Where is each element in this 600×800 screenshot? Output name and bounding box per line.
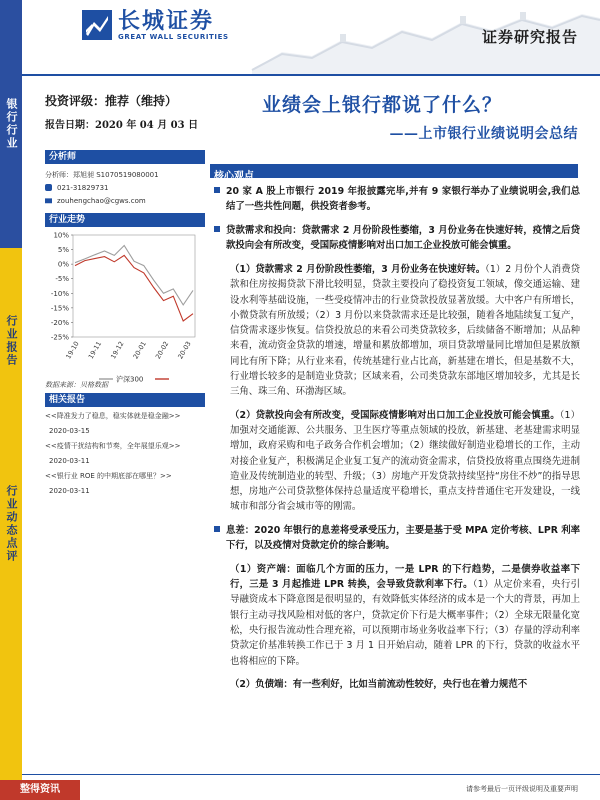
related-report-date: 2020-03-11 [49,457,90,465]
x-tick-label: 20-02 [153,340,171,361]
x-tick-label: 19-10 [64,340,81,361]
page-header [22,0,600,76]
key-point [214,523,580,553]
report-date: 报告日期：2020 年 04 月 03 日 [45,120,199,131]
logo-english-name: GREAT WALL SECURITIES [118,33,229,41]
detail-paragraph [230,408,580,515]
x-tick-label: 19-12 [109,340,126,361]
chart-data-source: 数据来源：贝格数据 [45,381,108,389]
header-divider [22,74,600,76]
footer-divider [22,774,600,775]
left-category-strip [0,0,22,800]
related-report-link[interactable]: <<降准发力了稳息，稳实体就是稳金融>> [45,412,181,420]
industry-trend-chart [45,229,205,389]
series-line [75,255,193,321]
analyst-email[interactable]: zouhengchao@cgws.com [57,196,146,205]
detail-paragraph [230,262,580,400]
y-tick-label: 5% [57,246,69,255]
analyst-name-line [45,168,205,181]
related-report-date: 2020-03-11 [49,487,90,495]
logo-chinese-name: 长城证券 [118,8,215,34]
email-icon [45,197,52,204]
square-bullet-icon [214,187,220,193]
detail-text: （1）2 月份个人消费贷款和住房按揭贷款下滑比较明显，贷款主要投向了稳投资复工领域，像交通运输、建设水利等基础设施，一些受疫情冲击的行业贷款投放显著放缓。大中客户有所增长，小微贷款有所放缓；（2）3 月份以来贷款需求还是比较强，随着各地陆续复工复产，信贷需求逐步恢复。信贷投放总的来看公司类贷款较多，后续储备不断增加；从品种来看，流动资金贷款的增速，增量和累放都增加，项目贷款增量同比增加但是累放额同比有所下降；从行业来看，传统基建行业占比高，新基建在增长，但是基数不大，行业增长较多的是制造业贷款；区域来看，公司类贷款东部地区增加较多，尤其是长三角、珠三角、环渤海区域。 [230,264,580,398]
square-bullet-icon [214,526,220,532]
investment-rating: 投资评级：推荐（维持） [45,94,178,108]
y-tick-label: -20% [50,318,69,327]
key-point-text: 息差：2020 年银行的息差将受承受压力，主要是基于受 MPA 定价考核、LPR 利率下行，以及疫情对贷款定价的综合影响。 [226,524,580,551]
report-body [214,184,580,700]
analyst-phone-line [45,181,205,194]
detail-paragraph-truncated: （2）负债端：有一些利好，比如当前流动性较好，央行也在着力规范不 [230,678,528,690]
core-view-label: 核心观点 [214,171,254,182]
x-tick-label: 19-11 [86,340,104,361]
key-point-text: 贷款需求和投向：贷款需求 2 月份阶段性萎缩，3 月份业务在快速好转，疫情之后贷款投向会有所改变，受国际疫情影响对出口加工企业投放可能会慎重。 [226,225,580,251]
detail-text: （1）加强对交通能源、公共服务、卫生医疗等重点领域的投放，新基建、老基建需求明显增加，政府采购和电子政务合作机会增加；（2）继续做好制造业稳增长的工作，主动对接企业复产，积极满足企业复工复产的流动资金需求，信贷投放将重点围绕先进制造业及传统制造业的转型、升级；（3）房地产开发贷款持续坚持“房住不炒”的指导思想，房地产公司贷款整体保持总量适度平稳增长，重点支持普通住宅开发建设，一线城市和部分省会城市等的刚需。 [230,409,580,513]
key-point [214,184,580,214]
x-tick-label: 20-03 [176,340,193,361]
x-tick-label: 20-01 [131,340,148,361]
industry-trend-section [45,213,205,389]
y-tick-label: -10% [50,289,69,298]
square-bullet-icon [214,226,220,232]
related-section-label: 相关报告 [45,393,205,407]
trend-section-label: 行业走势 [45,213,205,227]
strip-comment-label: 行业动态点评 [5,485,18,563]
detail-lead: （1）资产端：面临几个方面的压力，一是 LPR 的下行趋势，二是债券收益率下行，三是 3 月起推进 LPR 转换，会导致贷款利率下行。 [230,563,580,591]
analyst-section-label: 分析师 [45,150,205,164]
footer-brand-badge: 整得资讯 [0,780,80,800]
key-point [214,223,580,253]
legend-label: 沪深300 [116,375,144,384]
page-subtitle: ——上市银行业绩说明会总结 [389,126,578,142]
related-report-link[interactable]: <<银行业 ROE 的中期底部在哪里？>> [45,472,172,480]
detail-text: （1）从定价来看，央行引导融资成本下降意图是很明显的，有效降低实体经济的成本是一个大的背景，再加上银行主动寻找风险相对低的客户，贷款定价下行是大概率事件；（2）全球无限量化宽松，央行报告流动性合理充裕，可以预期市场业务收益率下行；（3）存量的浮动利率贷款定价基准转换工作已于 3 月 1 日开始启动，随着 LPR 的下行，贷款的收益水平也将相应的下降。 [230,579,580,667]
analyst-email-line [45,194,205,207]
y-tick-label: -5% [55,275,69,284]
related-reports-section [45,393,205,497]
company-logo [80,8,229,42]
analyst-phone: 021-31829731 [57,183,109,192]
phone-icon [45,184,52,191]
detail-paragraph [230,562,580,669]
strip-report-label: 行业报告 [5,314,18,367]
strip-comment-segment [0,433,22,800]
y-tick-label: 0% [57,260,69,269]
related-report-date: 2020-03-15 [49,427,90,435]
detail-lead: （2）贷款投向会有所改变，受国际疫情影响对出口加工企业投放可能会慎重。 [230,409,560,421]
y-tick-label: -25% [50,333,69,342]
strip-industry-segment [0,0,22,248]
strip-industry-label: 银行行业 [5,98,18,150]
analyst-name: 分析师：郑旭昶 S1070519080001 [45,170,159,179]
detail-lead: （1）贷款需求 2 月份阶段性萎缩，3 月份业务在快速好转。 [230,264,486,275]
y-tick-label: -15% [50,304,69,313]
page-title: 业绩会上银行都说了什么？ [262,94,503,116]
related-report-link[interactable]: <<疫情干扰结构和节奏，全年展望乐观>> [45,442,181,450]
core-view-header [210,164,578,182]
analyst-section [45,150,205,207]
series-line [75,246,193,305]
y-tick-label: 10% [53,231,69,240]
strip-report-segment [0,248,22,433]
key-point-text: 20 家 A 股上市银行 2019 年报披露完毕,并有 9 家银行举办了业绩说明会,我们总结了一些共性问题，供投资者参考。 [226,186,580,212]
report-type-label: 证券研究报告 [481,28,578,46]
footer-disclaimer-note: 请参考最后一页评级说明及重要声明 [466,785,578,793]
great-wall-logo-icon [80,8,114,42]
chart-frame [73,235,195,337]
